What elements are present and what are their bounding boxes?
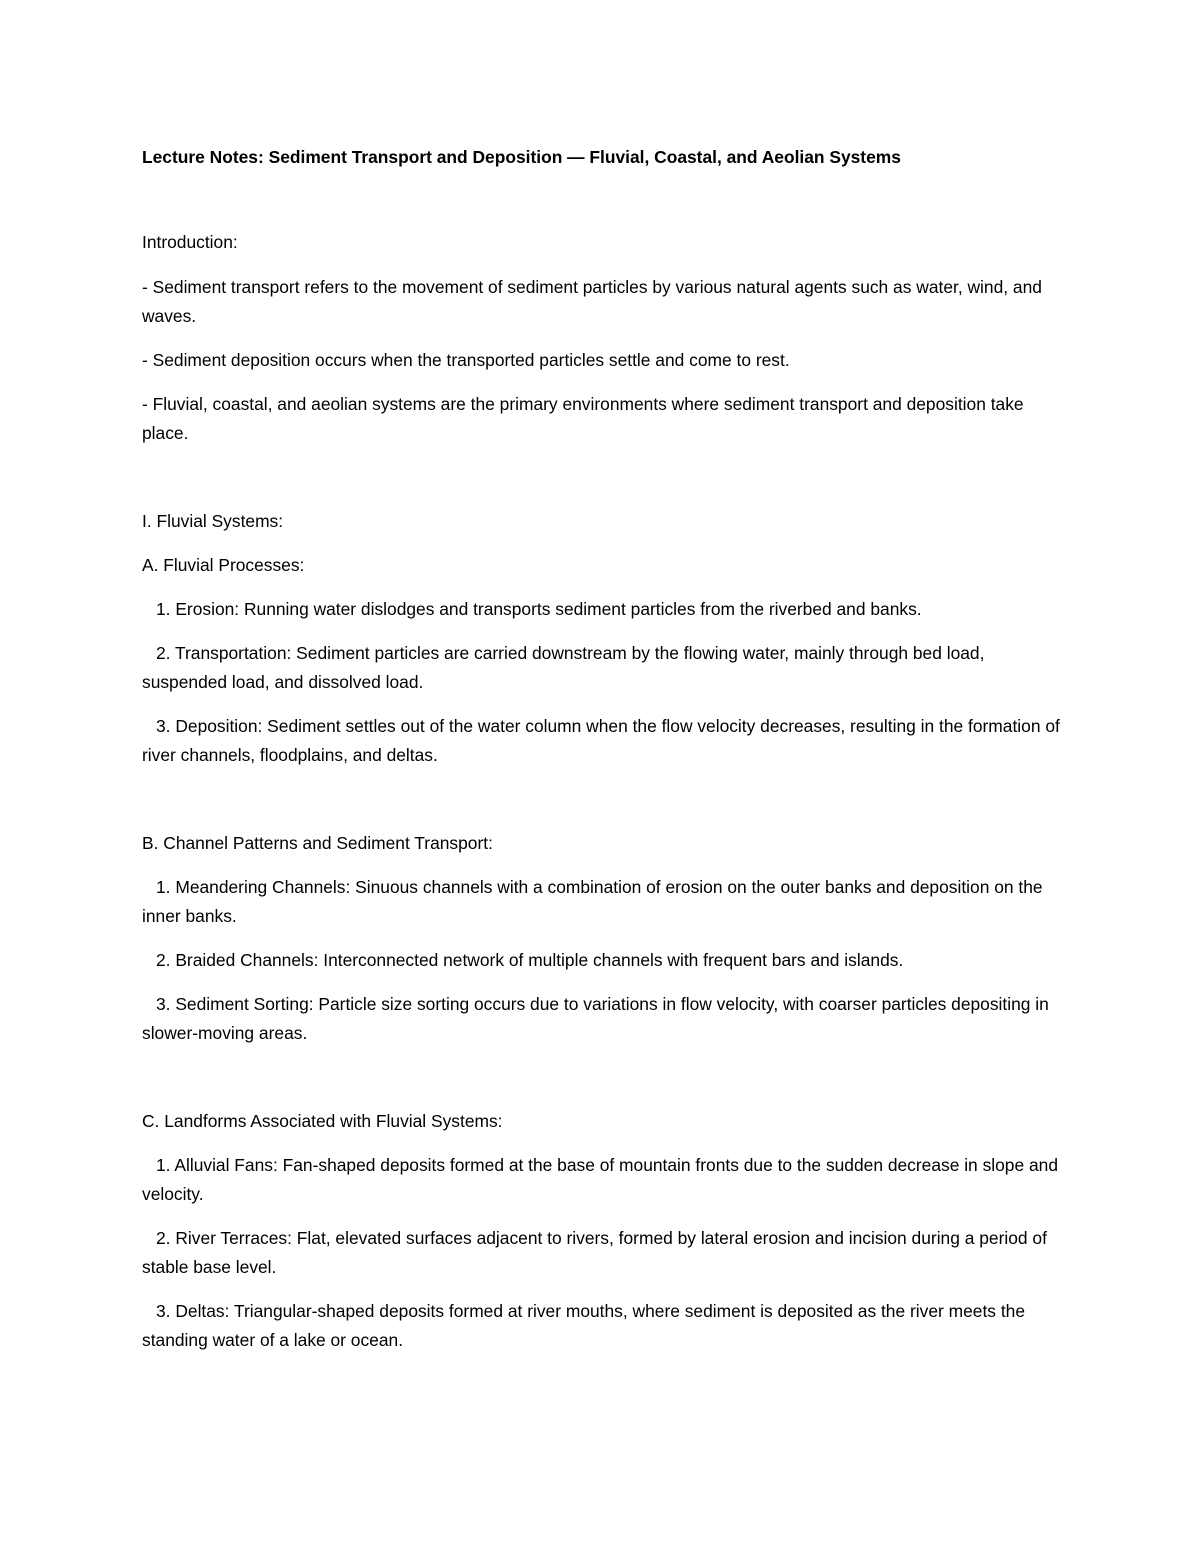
intro-heading: Introduction:: [142, 232, 238, 252]
list-item: 2. River Terraces: Flat, elevated surfaces adjacent to rivers, formed by lateral erosion and incision during a period of stable base level.: [142, 1228, 1047, 1277]
list-item: 1. Erosion: Running water dislodges and transports sediment particles from the riverbed and banks.: [156, 599, 922, 619]
list-item: 3. Sediment Sorting: Particle size sorting occurs due to variations in flow velocity, with coarser particles depositing in slower-moving areas.: [142, 994, 1049, 1043]
document-title: Lecture Notes: Sediment Transport and Deposition — Fluvial, Coastal, and Aeolian Systems: [142, 147, 901, 167]
subsection-heading-processes: A. Fluvial Processes:: [142, 555, 305, 575]
list-item: 2. Braided Channels: Interconnected network of multiple channels with frequent bars and islands.: [156, 950, 904, 970]
list-item: 2. Transportation: Sediment particles are carried downstream by the flowing water, mainly through bed load, suspended load, and dissolved load.: [142, 643, 985, 692]
list-item: 1. Meandering Channels: Sinuous channels with a combination of erosion on the outer banks and deposition on the inner banks.: [142, 877, 1043, 926]
intro-point: - Sediment transport refers to the movement of sediment particles by various natural agents such as water, wind, and waves.: [142, 277, 1042, 326]
intro-point: - Sediment deposition occurs when the transported particles settle and come to rest.: [142, 350, 790, 370]
list-item: 1. Alluvial Fans: Fan-shaped deposits formed at the base of mountain fronts due to the sudden decrease in slope and velocity.: [142, 1155, 1058, 1204]
list-item: 3. Deltas: Triangular-shaped deposits formed at river mouths, where sediment is deposited as the river meets the standing water of a lake or ocean.: [142, 1301, 1025, 1350]
section-heading-fluvial: I. Fluvial Systems:: [142, 511, 284, 531]
subsection-heading-channel-patterns: B. Channel Patterns and Sediment Transport:: [142, 833, 493, 853]
list-item: 3. Deposition: Sediment settles out of the water column when the flow velocity decreases, resulting in the formation of river channels, floodplains, and deltas.: [142, 716, 1060, 765]
document-body: [142, 143, 1062, 1355]
subsection-heading-landforms: C. Landforms Associated with Fluvial Systems:: [142, 1111, 503, 1131]
intro-point: - Fluvial, coastal, and aeolian systems are the primary environments where sediment transport and deposition take place.: [142, 394, 1024, 443]
